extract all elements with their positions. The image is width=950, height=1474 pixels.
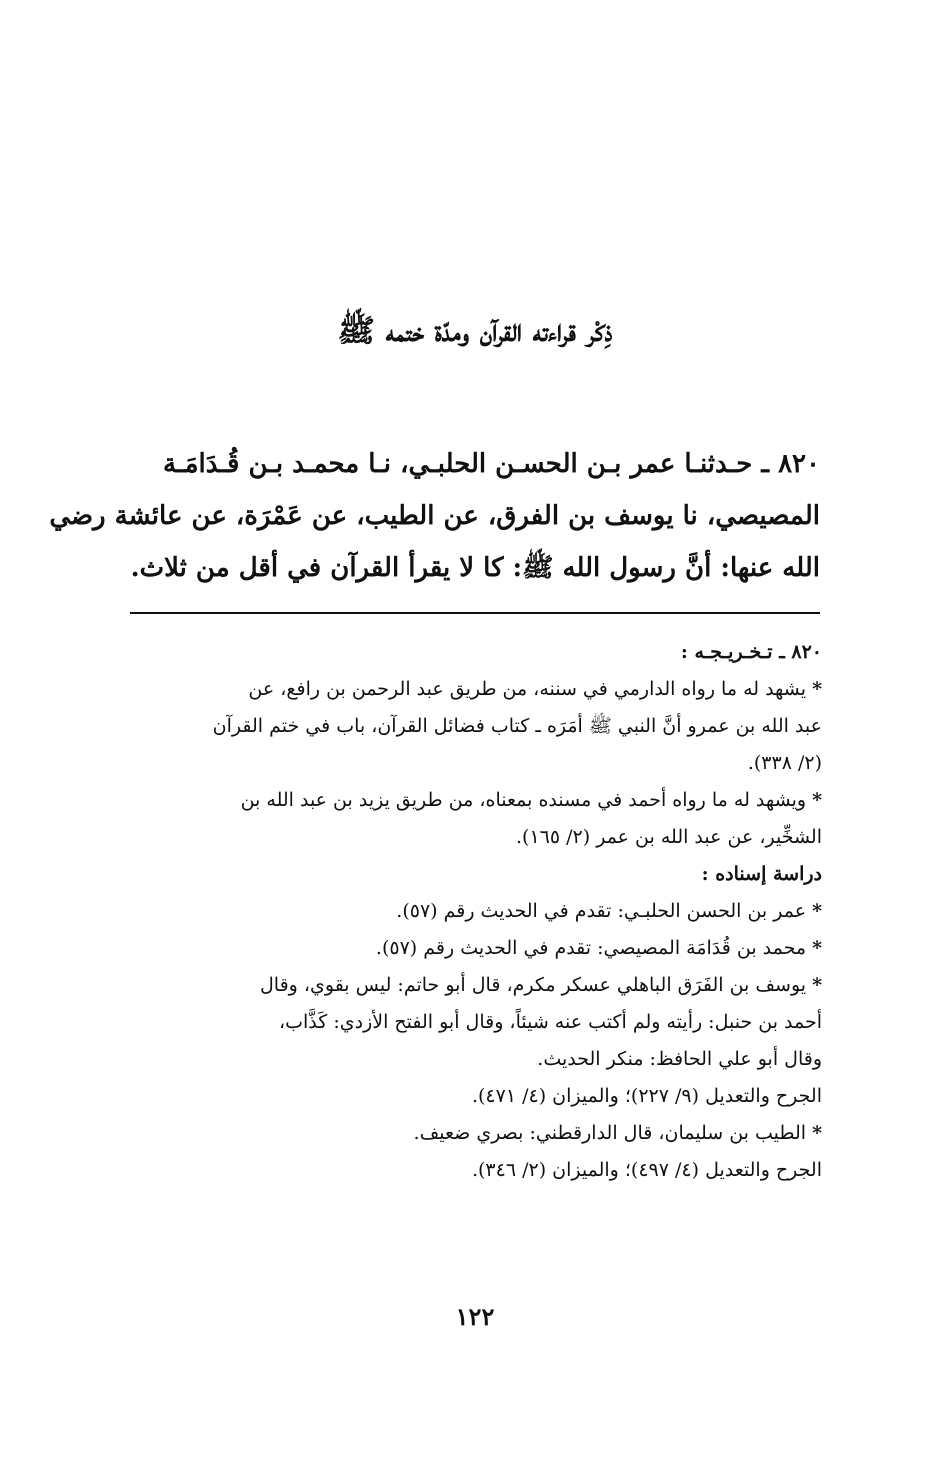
bullet-icon: * [812, 1122, 822, 1144]
bullet-icon: * [812, 937, 822, 959]
narrator-line: *الطيب بن سليمان، قال الدارقطني: بصري ضعيف. [413, 1122, 822, 1144]
reference-line: الجرح والتعديل (٤/ ٤٩٧)؛ والميزان (٢/ ٣٤٦). [471, 1159, 822, 1181]
bullet-icon: * [812, 900, 822, 922]
dirasa-item: *عمر بن الحسن الحلبـي: تقدم في الحديث رقم (٥٧). [396, 900, 822, 922]
narrator-line: *يوسف بن الفَرَق الباهلي عسكر مكرم، قال أبو حاتم: ليس بقوي، وقال [259, 974, 822, 996]
hadith-line: ٨٢٠ ـ حـدثنـا عمر بـن الحسـن الحلبـي، نـا محمـد بـن قُـدَامَـة [163, 449, 820, 479]
dirasa-heading: دراسة إسناده : [701, 863, 822, 885]
section-title: ذِكْر قراءته القرآن ومدّة ختمه ﷺ [337, 313, 613, 349]
takhrij-line: (٢/ ٣٣٨). [747, 752, 822, 774]
bullet-icon: * [812, 974, 822, 996]
takhrij-line: الشخِّير، عن عبد الله بن عمر (٢/ ١٦٥). [516, 826, 822, 848]
page-number: ١٢٢ [455, 1302, 495, 1331]
bullet-icon: * [812, 678, 822, 700]
hadith-text [49, 438, 820, 594]
takhrij-line: *ويشهد له ما رواه أحمد في مسنده بمعناه، من طريق يزيد بن عبد الله بن [240, 789, 822, 811]
footnote-divider [130, 612, 820, 614]
narrator-line: وقال أبو علي الحافظ: منكر الحديث. [537, 1048, 822, 1070]
reference-line: الجرح والتعديل (٩/ ٢٢٧)؛ والميزان (٤/ ٤٧١). [471, 1085, 822, 1107]
takhrij-heading: ٨٢٠ ـ تـخـريـجـه : [680, 641, 822, 663]
hadith-line: الله عنها: أنَّ رسول الله ﷺ: كا لا يقرأ القرآن في أقل من ثلاث. [130, 553, 820, 583]
bullet-icon: * [812, 789, 822, 811]
narrator-line: أحمد بن حنبل: رأيته ولم أكتب عنه شيئاً، وقال أبو الفتح الأزدي: كَذَّاب، [278, 1011, 822, 1033]
takhrij-line: *يشهد له ما رواه الدارمي في سننه، من طريق عبد الرحمن بن رافع، عن [248, 678, 822, 700]
takhrij-line: عبد الله بن عمرو أنَّ النبي ﷺ أمَرَه ـ كتاب فضائل القرآن، باب في ختم القرآن [212, 715, 822, 737]
dirasa-item: *محمد بن قُدَامَة المصيصي: تقدم في الحديث رقم (٥٧). [375, 937, 822, 959]
footnotes [72, 634, 822, 1189]
hadith-line: المصيصي، نا يوسف بن الفرق، عن الطيب، عن عَمْرَة، عن عائشة رضي [49, 501, 820, 531]
